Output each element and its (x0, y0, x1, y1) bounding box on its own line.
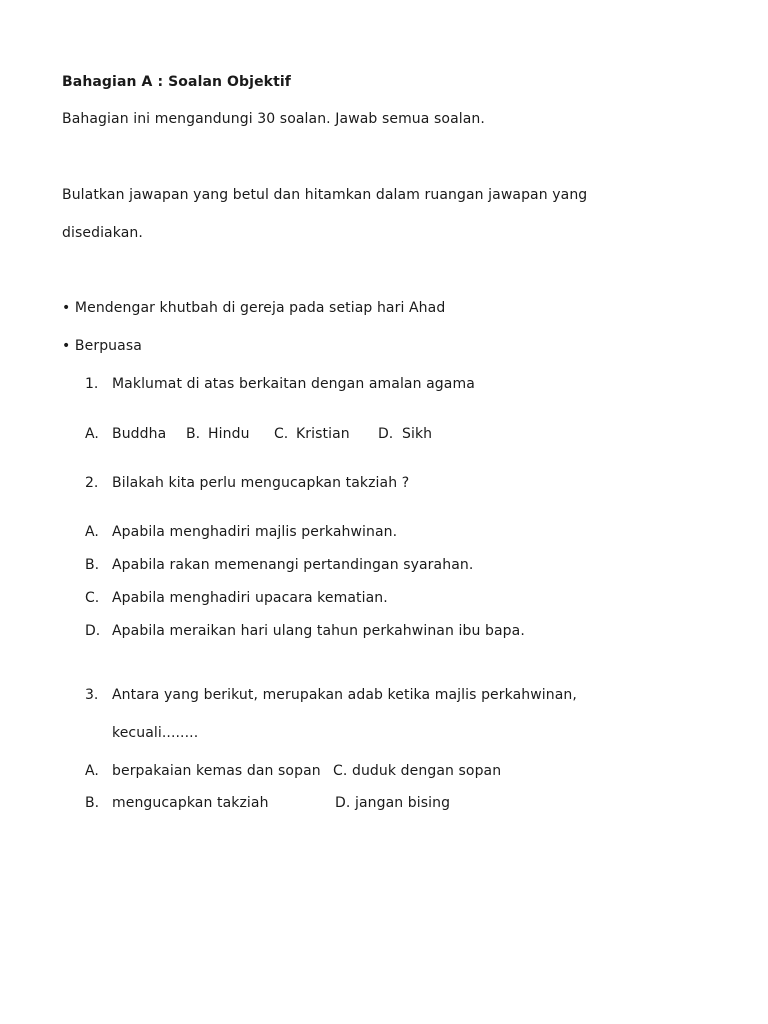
option-letter: B. (186, 426, 201, 442)
bullet-text: Berpuasa (74, 338, 142, 354)
bullet-text: Mendengar khutbah di gereja pada setiap hari Ahad (74, 300, 446, 316)
option-letter: B. (85, 795, 100, 811)
option-text: Apabila rakan memenangi pertandingan syarahan. (112, 557, 474, 573)
option-text: Kristian (296, 426, 350, 442)
option-text: mengucapkan takziah (112, 795, 269, 811)
bullet-icon: • (62, 338, 71, 354)
instruction-line-2: disediakan. (62, 225, 143, 241)
option-text: D. jangan bising (335, 795, 451, 811)
option-letter: D. (85, 623, 101, 639)
option-letter: A. (85, 524, 99, 540)
option-text: Apabila menghadiri upacara kematian. (112, 590, 388, 606)
option-letter: C. (85, 590, 100, 606)
option-text: berpakaian kemas dan sopan (112, 763, 321, 779)
section-title: Bahagian A : Soalan Objektif (62, 74, 291, 90)
bullet-item (62, 337, 142, 355)
bullet-icon: • (62, 300, 71, 316)
question-text: Maklumat di atas berkaitan dengan amalan agama (112, 376, 475, 392)
question-number: 2. (85, 475, 99, 491)
option-letter: A. (85, 763, 99, 779)
option-text: C. duduk dengan sopan (333, 763, 502, 779)
question-text-continued: kecuali........ (112, 725, 199, 741)
option-text: Apabila meraikan hari ulang tahun perkahwinan ibu bapa. (112, 623, 525, 639)
question-text: Bilakah kita perlu mengucapkan takziah ? (112, 475, 410, 491)
bullet-item (62, 299, 445, 317)
question-number: 1. (85, 376, 99, 392)
option-text: Hindu (208, 426, 250, 442)
question-text: Antara yang berikut, merupakan adab ketika majlis perkahwinan, (112, 687, 577, 703)
option-text: Buddha (112, 426, 167, 442)
option-text: Apabila menghadiri majlis perkahwinan. (112, 524, 398, 540)
question-number: 3. (85, 687, 99, 703)
option-letter: D. (378, 426, 394, 442)
option-letter: B. (85, 557, 100, 573)
option-letter: C. (274, 426, 289, 442)
instruction-line-1: Bulatkan jawapan yang betul dan hitamkan dalam ruangan jawapan yang (62, 187, 588, 203)
option-text: Sikh (402, 426, 433, 442)
section-intro: Bahagian ini mengandungi 30 soalan. Jawab semua soalan. (62, 111, 485, 127)
option-letter: A. (85, 426, 99, 442)
